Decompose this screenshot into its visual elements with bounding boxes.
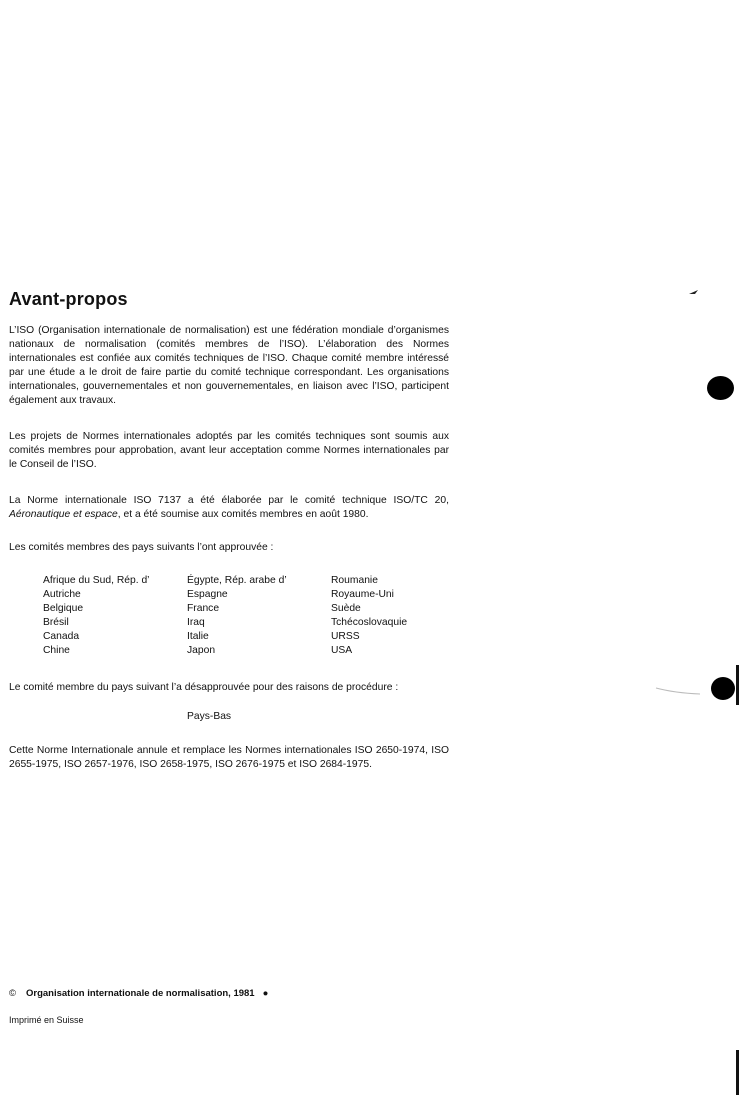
punch-hole-mark-top bbox=[707, 376, 734, 400]
approval-paragraph: Les projets de Normes internationales adoptés par les comités techniques sont soumis aux comités membres pour approbation, avant leur acceptation comme Normes internationales par le Conseil de l’ISO. bbox=[9, 431, 449, 470]
copyright-text: Organisation internationale de normalisation, 1981 bbox=[26, 988, 255, 999]
page-title: Avant-propos bbox=[9, 289, 128, 309]
countries-column-1 bbox=[43, 574, 149, 658]
origin-text-end: , et a été soumise aux comités membres en août 1980. bbox=[117, 509, 369, 520]
standard-origin-paragraph bbox=[9, 494, 449, 522]
country-item: USA bbox=[331, 645, 353, 656]
disapproving-country: Pays-Bas bbox=[187, 711, 232, 722]
country-item: Espagne bbox=[187, 589, 228, 600]
country-item: URSS bbox=[331, 631, 360, 642]
country-item: Afrique du Sud, Rép. d’ bbox=[43, 575, 150, 586]
country-item: Canada bbox=[43, 631, 80, 642]
committee-name: Aéronautique et espace bbox=[9, 509, 118, 520]
approving-members-intro: Les comités membres des pays suivants l’ont approuvée : bbox=[9, 542, 274, 553]
country-item: Japon bbox=[187, 645, 216, 656]
country-item: Chine bbox=[43, 645, 70, 656]
country-item: Roumanie bbox=[331, 575, 378, 586]
country-item: Belgique bbox=[43, 603, 84, 614]
copyright-line bbox=[9, 988, 268, 999]
country-item: Suède bbox=[331, 603, 361, 614]
country-item: France bbox=[187, 603, 220, 614]
replacement-paragraph: Cette Norme Internationale annule et remplace les Normes internationales ISO 2650-1974, ISO 2655-1975, ISO 2657-1976, ISO 2658-1975, ISO 2676-1975 et ISO 2684-1975. bbox=[9, 745, 449, 770]
country-item: Brésil bbox=[43, 617, 69, 628]
country-item: Italie bbox=[187, 631, 209, 642]
country-item: Autriche bbox=[43, 589, 81, 600]
intro-paragraph: L’ISO (Organisation internationale de normalisation) est une fédération mondiale d’organismes nationaux de normalisation (comités membres de l’ISO). L’élaboration des Normes internationales est confiée aux comités techniques de l’ISO. Chaque comité membre intéressé par une étude a le droit de faire partie du comité technique correspondant. Les organisations internationales, gouvernementales et non gouvernementales, en liaison avec l’ISO, participent également aux travaux. bbox=[9, 325, 449, 406]
country-item: Égypte, Rép. arabe d’ bbox=[187, 575, 287, 586]
countries-column-2 bbox=[187, 574, 287, 658]
scan-speck-icon bbox=[688, 288, 700, 296]
copyright-symbol: © bbox=[9, 988, 16, 999]
country-item: Iraq bbox=[187, 617, 205, 628]
scan-streak-icon bbox=[655, 684, 715, 700]
country-item: Tchécoslovaquie bbox=[331, 617, 408, 628]
origin-text-start: La Norme internationale ISO 7137 a été élaborée par le comité technique ISO/TC 20, bbox=[9, 495, 449, 506]
countries-column-3 bbox=[331, 574, 407, 658]
country-item: Royaume-Uni bbox=[331, 589, 394, 600]
printed-in-note: Imprimé en Suisse bbox=[9, 1015, 84, 1025]
bullet-icon: ● bbox=[262, 988, 269, 999]
disapproving-members-intro: Le comité membre du pays suivant l’a désapprouvée pour des raisons de procédure : bbox=[9, 682, 399, 693]
